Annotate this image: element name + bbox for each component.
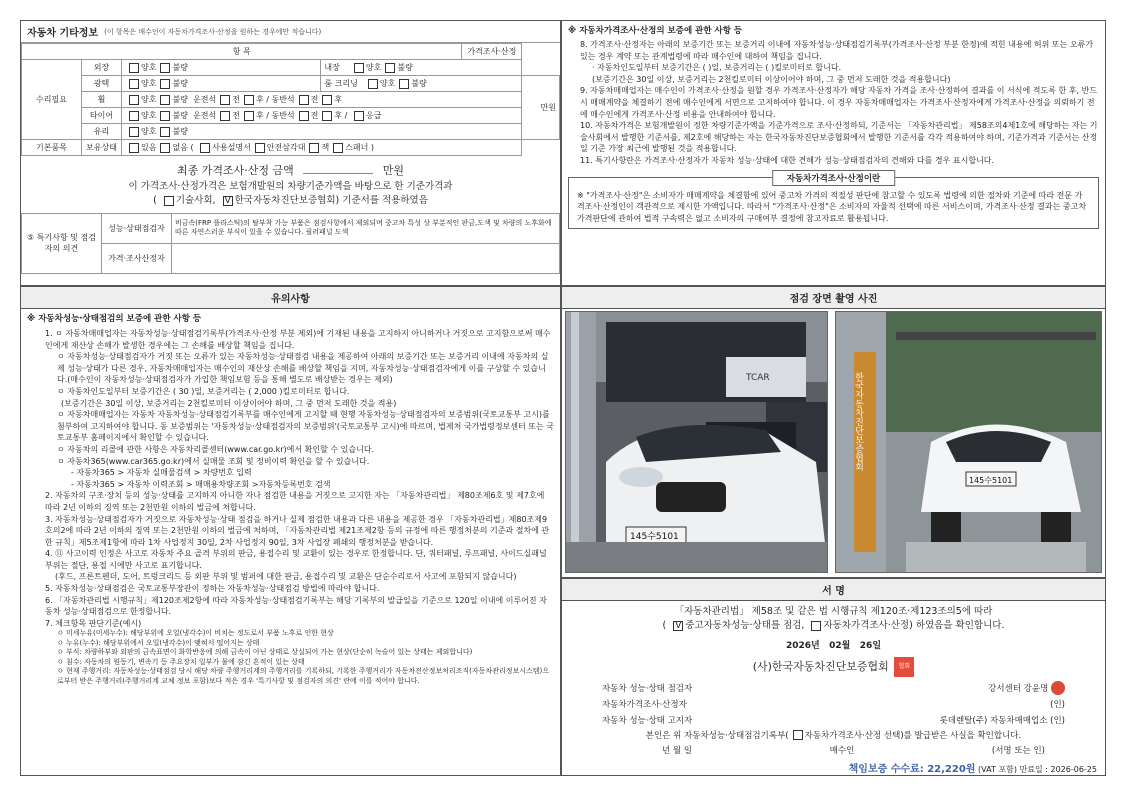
perf-inspector-label: 성능·상태점검자	[102, 213, 172, 243]
exterior-options: 양호 불량	[122, 60, 321, 76]
receipt-line: 본인은 위 자동차성능·상태점검기록부( 자동차가격조사·산정 선택)를 발급받은 사실을 확인합니다.	[645, 730, 1022, 741]
tire-driver-front-checkbox[interactable]	[220, 111, 230, 121]
exterior-good-checkbox[interactable]	[129, 63, 139, 73]
final-price-line1: 이 가격조사·산정가격은 보험개발원의 차량기준가액을 바탕으로 한 기준가격과	[128, 181, 453, 192]
notice-item1e: ㅇ 자동차매매업자는 자동차 자동차성능·상태점검기록부를 매수인에게 고지할 때 현행 자동차성능·상태점검자의 보증범위(국토교통부 고시)를 첨부하여 고지하여야 합니다. 동 보증범위는 '자동차성능·상태점검자의 보증범위'(국토교통부 고시)에 따르며, 법제처 국가법령정보센터 또는 국토교통부 홈페이지에서 확인할 수 있습니다.	[57, 410, 555, 443]
notice-section	[20, 286, 561, 776]
notice-item5: 5. 자동차성능·상태점검은 국토교통부장관이 정하는 자동차성능·상태점검 방법에 따라야 합니다.	[45, 584, 380, 594]
price-definition-box	[568, 173, 1099, 230]
notice-item7c: ㅇ 부식: 차량하부와 외판의 금속표면이 화학반응에 의해 금속이 아닌 상태로 상실되어 가는 현상(단순히 녹슬어 있는 상태는 제외합니다)	[57, 648, 473, 657]
signature-statement	[562, 605, 1105, 634]
warranty-item8b: (보증기간은 30일 이상, 보증거리는 2천킬로미터 이상이어야 하며, 그 중 먼저 도래한 것을 적용합니다)	[592, 74, 951, 84]
booth-sign-text: 한국자동차진단보증협회	[853, 372, 863, 471]
have-checkbox[interactable]	[129, 143, 139, 153]
perf-check-checkbox[interactable]	[673, 621, 683, 631]
tire-driver-rear-checkbox[interactable]	[244, 111, 254, 121]
warranty-item8a: · 자동차인도일부터 보증기간은 ( )일, 보증거리는 ( )킬로미터로 합니다.	[592, 63, 842, 73]
wheel-options: 양호 불량 운전석 전 후 / 동반석 전 후	[122, 92, 522, 108]
other-info-header	[21, 21, 560, 43]
signature-people	[562, 677, 1105, 729]
wheel-pass-rear-checkbox[interactable]	[322, 95, 332, 105]
final-price-unit: 만원	[382, 164, 404, 177]
buyer-row: 년 월 일 매수인 (서명 또는 인)	[662, 745, 1045, 756]
rear-photo-image	[836, 312, 1102, 573]
notifier-row: 자동차 성능·상태 고지자 롯데렌탈(주) 자동차매매업소 (인)	[602, 715, 1065, 726]
notice-item4: 4. ⑪ 사고이력 인정은 사고로 자동차 주요 골격 부위의 판금, 용접수리 및 교환이 있는 경우로 한정합니다. 단, 쿼터패널, 루프패널, 사이드실패널 부위는 절단, 용접 시에만 사고로 표기합니다.	[45, 549, 547, 570]
gloss-options: 양호 불량	[122, 76, 321, 92]
gloss-label: 광택	[82, 76, 122, 92]
price-definition-text: ※ "가격조사·산정"은 소비자가 매매계약을 체결함에 있어 중고차 가격의 적절성 판단에 참고할 수 있도록 법령에 의한 절차와 기준에 따라 전문 가격조사·산정인이 객관적으로 제시한 가액입니다. 따라서 "가격조사·산정"은 소비자의 자율적 선택에 따른 서비스이며, 가격조사·산정 결과는 중고차 가격판단에 관하여 법적 구속력은 없고 소비자의 구매여부 결정에 참고자료로 활용됩니다.	[577, 190, 1087, 223]
fee-row	[562, 756, 1105, 775]
price-won-cell: 만원	[522, 76, 560, 140]
wheel-bad-checkbox[interactable]	[160, 95, 170, 105]
warranty-item10: 10. 자동차가격은 보험개발원이 정한 차량기준가액을 기준가격으로 조사·산정하되, 기준서는 「자동차관리법」 제58조의4제1호에 해당하는 자는 기술사회에서 발행한 기준서를, 제2호에 해당하는 자는 한국자동차진단보증협회에서 발행한 기준서를 각각 적용하여야 하며, 기준가격과 기준서는 산정일 기준 가장 최근에 발행된 것을 적용합니다.	[580, 121, 1098, 154]
glass-good-checkbox[interactable]	[129, 127, 139, 137]
tire-options: 양호 불량 운전석 전 후 / 동반석 전 후 / 응급	[122, 108, 522, 124]
special-label: ⑤ 특기사항 및 점검자의 의견	[22, 213, 102, 273]
fee-label: 책임보증 수수료: 22,220원	[848, 763, 976, 775]
final-price-input[interactable]	[303, 173, 373, 174]
notice-item1d: (보증기간은 30일 이상, 보증거리는 2천킬로미터 이상이어야 하며, 그 중 먼저 도래한 것을 적용)	[61, 398, 397, 408]
jack-checkbox[interactable]	[309, 143, 319, 153]
inspection-photo-rear	[835, 311, 1102, 573]
gloss-bad-checkbox[interactable]	[160, 79, 170, 89]
notice-item6: 6. 「자동차관리법 시행규칙」제120조제2항에 따라 자동차성능·상태점검기록부는 해당 기록부의 발급일을 기준으로 120일 이내에 이루어진 자동차 성능·상태점검으로 한정합니다.	[45, 595, 547, 617]
wheel-pass-front-checkbox[interactable]	[299, 95, 309, 105]
shop-sign-text: TCAR	[746, 373, 770, 383]
rear-plate-text: 145수5101	[969, 476, 1013, 485]
notice-item1f: ㅇ 자동차의 리콜에 관한 사항은 자동차리콜센터(www.car.go.kr)에서 확인할 수 있습니다.	[57, 444, 375, 454]
inspector-seal-icon	[1051, 681, 1065, 695]
fee-vat: (VAT 포함)	[978, 764, 1017, 774]
notice-item1c: ㅇ 자동차인도일부터 보증기간은 ( 30 )일, 보증거리는 ( 2,000 )킬로미터로 합니다.	[57, 386, 350, 396]
front-photo-image	[566, 312, 828, 573]
tire-good-checkbox[interactable]	[129, 111, 139, 121]
price-inspector-text	[172, 243, 560, 273]
tech-society-checkbox[interactable]	[164, 196, 174, 206]
other-info-section	[20, 20, 561, 286]
notice-item1h: - 자동차365 > 자동차 실매물검색 > 차량번호 입력	[71, 468, 252, 478]
spanner-checkbox[interactable]	[333, 143, 343, 153]
interior-options: 내장 양호 불량	[321, 60, 522, 76]
expiry-date: 만료일 : 2026-06-25	[1019, 764, 1097, 774]
glass-bad-checkbox[interactable]	[160, 127, 170, 137]
signature-line1: 「자동차관리법」 제58조 및 같은 법 시행규칙 제120조·제123조의5에 따라	[674, 606, 993, 617]
price-definition-title: 자동차가격조사·산정이란	[772, 170, 896, 186]
inspector-row: 자동차 성능·상태 점검자 강서센터 강윤명	[602, 681, 1065, 697]
price-inspector-label: 가격·조사산정자	[102, 243, 172, 273]
exterior-label: 외장	[82, 60, 122, 76]
notice-item1i: - 자동차365 > 자동차 이력조회 > 매매용차량조회 >자동차등록번호 검색	[71, 479, 331, 489]
basic-options: 있음 없음 ( 사용설명서 안전삼각대 잭 스패너 )	[122, 140, 522, 156]
repair-label: 수리필요	[22, 60, 82, 140]
warranty-item8: 8. 가격조사·산정자는 아래의 보증기간 또는 보증거리 이내에 자동차성능·상태점검기록부(가격조사·산정 부분 한정)에 적힌 내용에 허위 또는 오류가 있는 경우 계약 또는 관계법령에 따라 매수인에 대하여 책임을 집니다.	[580, 40, 1094, 61]
signature-line2: ( V중고자동차성능·상태를 점검, 자동차가격조사·산정) 하였음을 확인합니다.	[562, 619, 1105, 633]
notice-header: 유의사항	[21, 287, 560, 309]
price-check-checkbox[interactable]	[811, 621, 821, 631]
notice-item4b: (후드, 프론트펜더, 도어, 트렁크리드 등 외판 부위 및 범퍼에 대한 판금, 용접수리 및 교환은 단순수리로서 사고에 포함되지 않습니다)	[55, 572, 517, 582]
wheel-good-checkbox[interactable]	[129, 95, 139, 105]
final-price-desc	[21, 180, 560, 209]
inspection-photo-front	[565, 311, 828, 573]
final-price-label: 최종 가격조사·산정 금액	[176, 164, 294, 177]
col-price-header: 가격조사·산정	[462, 44, 522, 60]
glass-options: 양호 불량	[122, 124, 522, 140]
interior-good-checkbox[interactable]	[354, 63, 364, 73]
triangle-checkbox[interactable]	[255, 143, 265, 153]
notice-item7: 7. 체크항목 판단기준(예시)	[45, 618, 142, 628]
tire-pass-rear-checkbox[interactable]	[322, 111, 332, 121]
tire-pass-front-checkbox[interactable]	[299, 111, 309, 121]
other-info-table	[21, 43, 560, 156]
wheel-label: 휠	[82, 92, 122, 108]
signature-org: (사)한국자동차진단보증협회 협회	[562, 657, 1105, 677]
notice-item3: 3. 자동차성능·상태점검자가 거짓으로 자동차성능·상태 점검을 하거나 실제 점검한 내용과 다른 내용을 제공한 경우 「자동차관리법」제80조제9호의2에 따라 2년 이하의 징역 또는 2천만원 이하의 벌금에 처하며, 「자동차관리법 제21조제2항 등의 규정에 따른 행정처분의 기준과 절차에 관한 규칙」제5조제1항에 따라 1차 사업정지 30일, 2차 사업정지 90일, 3차 사업장 폐쇄의 행정처분을 받습니다.	[45, 514, 550, 547]
notice-item7d: ㅇ 침수: 자동차의 원동기, 변속기 등 주요장치 일부가 물에 잠긴 흔적이 있는 상태	[57, 657, 305, 666]
col-item-header: 항 목	[22, 44, 462, 60]
warranty-item11: 11. 특기사항란은 가격조사·산정자가 자동차 성능·상태에 대한 견해가 성능·상태점검자의 견해와 다를 경우 표시합니다.	[580, 155, 995, 165]
room-clean-options: 룸 크리닝 양호 불량	[321, 76, 522, 92]
receipt-price-checkbox[interactable]	[793, 730, 803, 740]
notice-item7e: ㅇ 현재 주행거리: 자동차성능·상태점검 당시 해당 차량 주행거리계의 주행거리를 기록하되, 기록한 주행거리가 자동차전산정보처리조직(자동차관리정보시스템)으로부터 받은 주행거리(주행거리계 교체 정보 포함)보다 적은 경우 '특기사항 및 점검자의 의견' 란에 이를 적어야 합니다.	[57, 667, 550, 685]
tire-emergency-checkbox[interactable]	[354, 111, 364, 121]
wheel-driver-rear-checkbox[interactable]	[244, 95, 254, 105]
notice-item7b: ㅇ 누유(누수): 해당부위에서 오일(냉각수)이 맺혀서 떨어지는 상태	[57, 638, 260, 647]
none-checkbox[interactable]	[160, 143, 170, 153]
notice-title: ※ 자동차성능·상태점검의 보증에 관한 사항 등	[27, 314, 202, 324]
tire-label: 타이어	[82, 108, 122, 124]
warranty-section	[561, 20, 1106, 286]
org-seal-stamp: 협회	[894, 657, 914, 677]
basic-label: 기본품목	[22, 140, 82, 156]
signature-date: 2026년 02월 26일	[785, 640, 882, 651]
photo-header: 점검 장면 촬영 사진	[562, 287, 1105, 309]
price-assessor-row: 자동차가격조사·산정자 (인)	[602, 699, 1065, 710]
notice-body	[21, 309, 560, 689]
glass-label: 유리	[82, 124, 122, 140]
signature-header: 서 명	[562, 579, 1105, 601]
wheel-driver-front-checkbox[interactable]	[220, 95, 230, 105]
exterior-bad-checkbox[interactable]	[160, 63, 170, 73]
room-clean-good-checkbox[interactable]	[368, 79, 378, 89]
interior-bad-checkbox[interactable]	[385, 63, 395, 73]
front-plate-text: 145수5101	[630, 532, 679, 542]
notice-item1: 1. ㅇ 자동차매매업자는 자동차성능·상태점검기록부(가격조사·산정 부분 제외)에 기재된 내용을 고지하지 아니하거나 거짓으로 고지함으로써 매수인에게 재산상 손해가 발생한 경우에는 그 손해를 배상할 책임을 집니다.	[45, 329, 551, 350]
gloss-good-checkbox[interactable]	[129, 79, 139, 89]
notice-item1g: ㅇ 자동차365(www.car365.go.kr)에서 실매물 조회 및 정비이력 확인을 할 수 있습니다.	[57, 456, 370, 466]
notice-item1b: ㅇ 자동차성능·상태점검자가 거짓 또는 오류가 있는 자동차성능·상태점검 내용을 제공하여 아래의 보증기간 또는 보증거리 이내에 자동차의 실제 성능·상태가 다른 경우, 자동차매매업자는 매수인의 재산상 손해를 배상할 책임을 지며, 자동차성능·상태점검자에게 이를 구상할 수 있습니다.(매수인이 자동차성능·상태점검자가 가입한 책임보험 등을 통해 별도로 배상받는 경우는 제외)	[57, 352, 549, 385]
notice-item7a: ㅇ 미세누유(미세누수): 해당부위에 오일(냉각수)이 비치는 정도로서 부품 노후로 인한 현상	[57, 629, 334, 638]
room-clean-bad-checkbox[interactable]	[399, 79, 409, 89]
tire-bad-checkbox[interactable]	[160, 111, 170, 121]
signature-section	[561, 578, 1106, 776]
special-table	[21, 213, 560, 274]
perf-inspector-text: 비금속(FRP 플라스틱)의 탈부착 가능 부품은 점검사항에서 제외되며 중고차 특성 상 부분적인 판금,도색 및 차량의 노후화에 따른 자연스러운 부식이 있을 수 있습니다. 필러패널 도색	[172, 213, 560, 243]
final-price-row	[21, 156, 560, 180]
final-price-line2: ( 기술사회, V한국자동차진단보증협회) 기준서를 적용하였음	[21, 194, 560, 208]
notice-item2: 2. 자동차의 구조·장치 등의 성능·상태를 고지하지 아니한 자나 점검한 내용을 거짓으로 고지한 자는 「자동차관리법」 제80조제6호 및 제7호에 따라 2년 이하의 징역 또는 2천만원 이하의 벌금에 처합니다.	[45, 491, 545, 512]
manual-checkbox[interactable]	[200, 143, 210, 153]
warranty-title: ※ 자동차가격조사·산정의 보증에 관한 사항 등	[568, 26, 743, 36]
warranty-item9: 9. 자동차매매업자는 매수인이 가격조사·산정을 원할 경우 가격조사·산정자가 해당 자동차 가격을 조사·산정하여 결과를 이 서식에 적도록 한 후, 반드시 매매계약을 체결하기 전에 매수인에게 서면으로 고지하여야 합니다. 이 경우 자동차매매업자는 가격조사·산정자에게 가격조사·산정을 의뢰하기 전에 매수인에게 가격조사·산정 비용을 안내하여야 합니다.	[580, 86, 1097, 119]
photo-section	[561, 286, 1106, 578]
other-info-title: 자동차 기타정보	[27, 28, 99, 39]
kadia-checkbox[interactable]	[223, 196, 233, 206]
possession-label: 보유상태	[82, 140, 122, 156]
other-info-note: (이 항목은 매수인이 자동차가격조사·산정을 원하는 경우에만 적습니다)	[104, 27, 322, 36]
